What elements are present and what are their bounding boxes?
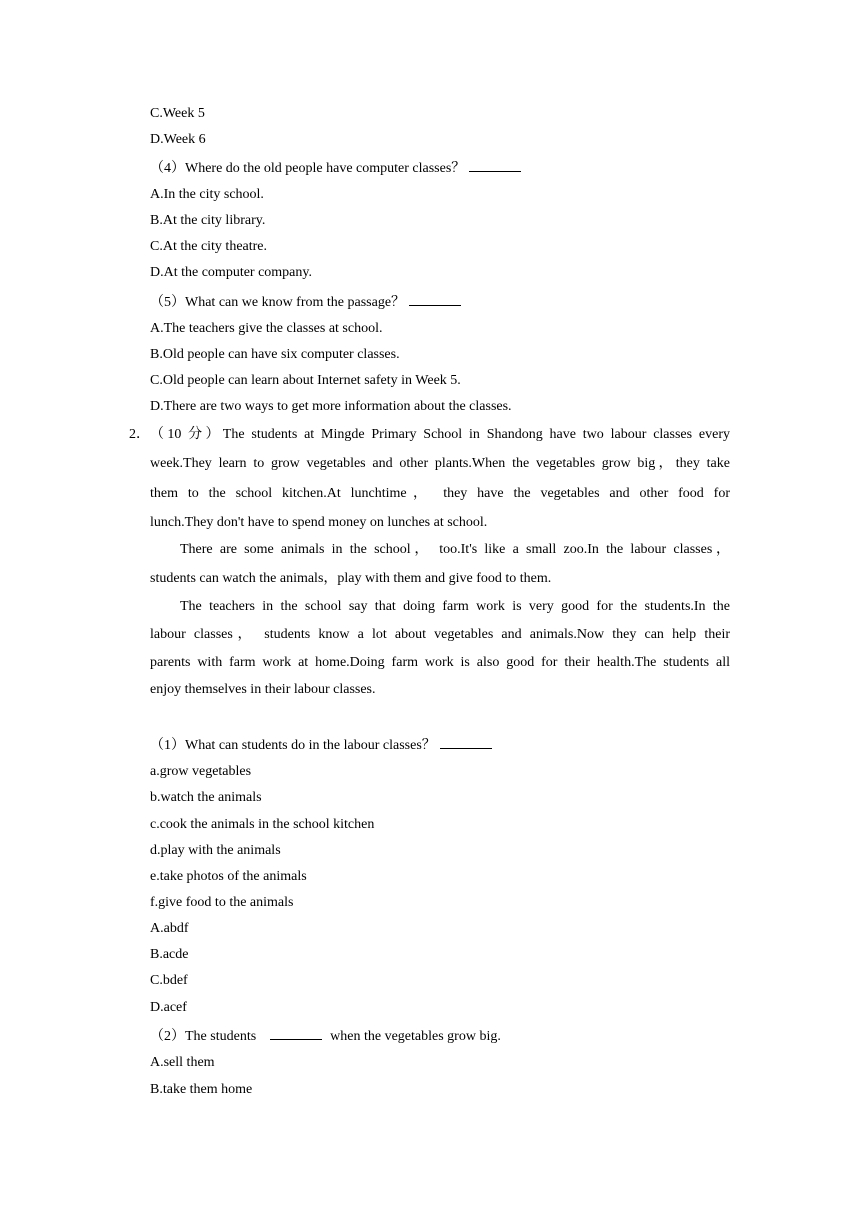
question-5-stem: （5）What can we know from the passage？ — [150, 295, 406, 310]
option-q2-1-d: D.acef — [150, 1000, 187, 1015]
option-q3-c: C.Week 5 — [150, 106, 205, 121]
option-q2-1-a: A.abdf — [150, 921, 189, 936]
option-q4-d: D.At the computer company. — [150, 265, 312, 280]
option-q4-c: C.At the city theatre. — [150, 239, 268, 254]
question-4 — [150, 159, 521, 177]
passage-para3-line1: The teachers in the school say that doing farm work is very good for the students.In the — [180, 599, 730, 614]
passage-para3-line2: labour classes， students know a lot about vegetables and animals.Now they can help their — [150, 627, 730, 642]
answer-blank-q4[interactable] — [469, 159, 521, 172]
option-q5-d: D.There are two ways to get more information about the classes. — [150, 399, 512, 414]
passage-para1-line4: lunch.They don't have to spend money on lunches at school. — [150, 515, 488, 530]
option-q5-a: A.The teachers give the classes at school. — [150, 321, 383, 336]
passage-para1-line3: them to the school kitchen.At lunchtime， they have the vegetables and other food for — [150, 486, 730, 501]
option-q5-c: C.Old people can learn about Internet safety in Week 5. — [150, 373, 461, 388]
question-2-1 — [150, 736, 492, 754]
answer-blank-q2-1[interactable] — [440, 736, 492, 749]
item-a: a.grow vegetables — [150, 764, 252, 779]
option-q2-1-c: C.bdef — [150, 973, 188, 988]
item-d: d.play with the animals — [150, 843, 281, 858]
question-2-2-stem-before: （2）The students — [150, 1029, 257, 1044]
option-q2-2-b: B.take them home — [150, 1082, 253, 1097]
item-f: f.give food to the animals — [150, 895, 294, 910]
answer-blank-q2-2[interactable] — [270, 1027, 322, 1040]
item-e: e.take photos of the animals — [150, 869, 307, 884]
question-4-stem: （4）Where do the old people have computer classes？ — [150, 161, 466, 176]
question-5 — [150, 293, 461, 311]
option-q2-2-a: A.sell them — [150, 1055, 215, 1070]
item-c: c.cook the animals in the school kitchen — [150, 817, 375, 832]
question-2-2-stem-after: when the vegetables grow big. — [330, 1029, 501, 1044]
question-number-2: 2． — [129, 427, 150, 442]
item-b: b.watch the animals — [150, 790, 262, 805]
passage-para1-line2: week.They learn to grow vegetables and other plants.When the vegetables grow big，they take — [150, 456, 730, 471]
option-q2-1-b: B.acde — [150, 947, 189, 962]
option-q4-a: A.In the city school. — [150, 187, 264, 202]
passage-para3-line4: enjoy themselves in their labour classes. — [150, 682, 376, 697]
question-2-2 — [150, 1027, 501, 1045]
option-q4-b: B.At the city library. — [150, 213, 266, 228]
passage-para3-line3: parents with farm work at home.Doing farm work is also good for their health.The students all — [150, 655, 730, 670]
option-q5-b: B.Old people can have six computer classes. — [150, 347, 400, 362]
option-q3-d: D.Week 6 — [150, 132, 206, 147]
passage-para1-line1: （10 分）The students at Mingde Primary School in Shandong have two labour classes every — [150, 427, 730, 442]
passage-para2-line2: students can watch the animals，play with them and give food to them. — [150, 571, 552, 586]
question-2-1-stem: （1）What can students do in the labour classes？ — [150, 738, 436, 753]
answer-blank-q5[interactable] — [409, 293, 461, 306]
passage-para2-line1: There are some animals in the school， too.It's like a small zoo.In the labour classes， — [180, 542, 730, 557]
